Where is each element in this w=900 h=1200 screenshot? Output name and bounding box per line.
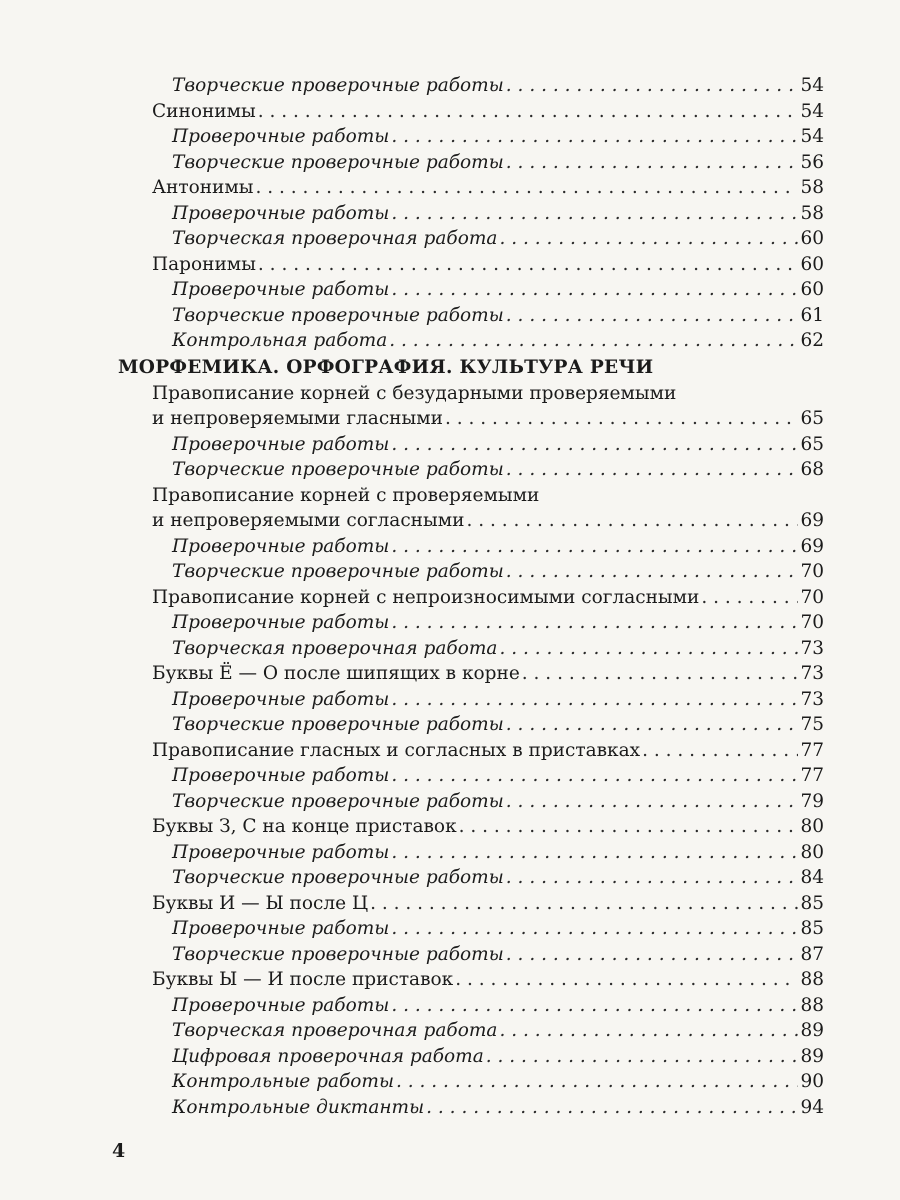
toc-subentry (0, 534, 900, 560)
toc-subentry (0, 124, 900, 150)
toc-subentry (0, 916, 900, 942)
toc-entry-title: Проверочные работы (172, 994, 390, 1016)
toc-subentry (0, 73, 900, 99)
toc-entry-title: Творческие проверочные работы (172, 459, 504, 480)
toc-entry-title: Буквы Ы — И после приставок (152, 969, 454, 990)
toc-page-number: 84 (800, 867, 824, 888)
dot-leader (466, 508, 798, 534)
toc-subentry (0, 763, 900, 789)
toc-page-number: 61 (800, 304, 824, 326)
dot-leader (396, 1069, 798, 1095)
toc-entry-title: и непроверяемыми согласными (152, 510, 465, 531)
toc-entry (0, 585, 900, 611)
toc-subentry (0, 942, 900, 968)
toc-subentry (0, 789, 900, 815)
dot-leader (499, 1018, 798, 1044)
toc-entry-title: Творческие проверочные работы (172, 790, 504, 812)
toc-page-number: 58 (800, 177, 824, 198)
section-heading: МОРФЕМИКА. ОРФОГРАФИЯ. КУЛЬТУРА РЕЧИ (118, 356, 654, 378)
dot-leader (258, 252, 799, 278)
toc-page-number: 60 (800, 279, 824, 300)
toc-subentry (0, 201, 900, 227)
toc-page-number: 70 (800, 612, 824, 633)
toc-subentry (0, 610, 900, 636)
dot-leader (391, 432, 798, 458)
toc-entry (0, 738, 900, 764)
toc-subentry (0, 226, 900, 252)
dot-leader (499, 226, 798, 252)
toc-entry-title: Проверочные работы (172, 126, 390, 147)
toc-page-number: 54 (800, 126, 824, 147)
toc-subentry (0, 1069, 900, 1095)
dot-leader (506, 559, 799, 585)
toc-subentry (0, 993, 900, 1019)
dot-leader (370, 891, 798, 917)
dot-leader (391, 687, 798, 713)
dot-leader (506, 942, 799, 968)
toc-page-number: 77 (800, 765, 824, 786)
dot-leader (391, 763, 798, 789)
toc-entry-title: Проверочные работы (172, 535, 390, 557)
toc-subentry (0, 303, 900, 329)
dot-leader (506, 73, 799, 99)
dot-leader (506, 457, 799, 483)
toc-page-number: 85 (800, 892, 824, 914)
toc-entry-title: Проверочные работы (172, 688, 390, 710)
toc-page-number: 58 (800, 202, 824, 224)
toc-page-number: 56 (800, 151, 824, 173)
dot-leader (522, 661, 799, 687)
toc-entry-title: Творческая проверочная работа (172, 228, 498, 249)
dot-leader (499, 636, 798, 662)
dot-leader (426, 1095, 798, 1121)
dot-leader (391, 534, 798, 560)
toc-entry-title: Творческие проверочные работы (172, 151, 504, 173)
toc-entry-title: Творческие проверочные работы (172, 75, 504, 96)
toc-entry (0, 483, 900, 509)
toc-entry-title: и непроверяемыми гласными (152, 408, 443, 429)
toc-page-number: 88 (800, 969, 824, 990)
toc-page-number: 79 (800, 790, 824, 812)
toc-entry-title: Проверочные работы (172, 202, 390, 224)
toc-entry-title: Антонимы (152, 177, 254, 198)
dot-leader (445, 406, 799, 432)
toc-page-number: 68 (800, 459, 824, 480)
toc-subentry (0, 328, 900, 354)
toc-page-number: 80 (800, 841, 824, 863)
dot-leader (391, 610, 798, 636)
toc-subentry (0, 636, 900, 662)
dot-leader (258, 99, 799, 125)
dot-leader (391, 201, 798, 227)
dot-leader (701, 585, 798, 611)
toc-entry-title: Буквы Ё — О после шипящих в корне (152, 663, 520, 684)
toc-entry-title: Творческие проверочные работы (172, 867, 504, 888)
dot-leader (506, 150, 799, 176)
toc-page-number: 60 (800, 228, 824, 249)
toc-subentry (0, 277, 900, 303)
toc-entry-title: Контрольные диктанты (172, 1096, 425, 1118)
toc-entry-title: Проверочные работы (172, 279, 390, 300)
toc-entry (0, 661, 900, 687)
dot-leader (506, 303, 799, 329)
toc-entry-title: Проверочные работы (172, 612, 390, 633)
toc-page-number: 65 (800, 408, 824, 429)
toc-entry-title: Правописание гласных и согласных в приставках (152, 739, 641, 761)
toc-entry-title: Творческая проверочная работа (172, 1020, 498, 1041)
toc-entry (0, 406, 900, 432)
toc-page-number: 69 (800, 535, 824, 557)
toc-entry-title: Контрольная работа (172, 330, 388, 351)
toc-page-number: 73 (800, 663, 824, 684)
toc-entry (0, 175, 900, 201)
toc-entry (0, 967, 900, 993)
dot-leader (256, 175, 799, 201)
toc-entry-title: Творческая проверочная работа (172, 637, 498, 659)
toc-subentry (0, 1018, 900, 1044)
toc-entry-title: Синонимы (152, 100, 256, 122)
toc-entry-title: Проверочные работы (172, 841, 390, 863)
dot-leader (391, 124, 798, 150)
dot-leader (391, 916, 798, 942)
toc-subentry (0, 687, 900, 713)
dot-leader (391, 277, 798, 303)
toc-subentry (0, 712, 900, 738)
toc-entry-title: Буквы З, С на конце приставок (152, 816, 457, 837)
toc-subentry (0, 1095, 900, 1121)
toc-entry (0, 381, 900, 407)
toc-entry-title: Творческие проверочные работы (172, 561, 504, 582)
toc-page-number: 80 (800, 816, 824, 837)
dot-leader (506, 712, 799, 738)
dot-leader (486, 1044, 799, 1070)
toc-page-number: 54 (800, 75, 824, 96)
toc-entry-title: Проверочные работы (172, 433, 390, 455)
toc-entry-title: Правописание корней с проверяемыми (152, 484, 540, 506)
toc-subentry (0, 150, 900, 176)
toc-subentry (0, 559, 900, 585)
toc-page-number: 60 (800, 253, 824, 275)
dot-leader (506, 789, 799, 815)
toc-page-number: 77 (800, 739, 824, 761)
toc-page-number: 70 (800, 561, 824, 582)
toc-subentry (0, 840, 900, 866)
toc-page-number: 89 (800, 1045, 824, 1067)
toc-page-number: 54 (800, 100, 824, 122)
dot-leader (391, 993, 798, 1019)
toc-page-number: 62 (800, 330, 824, 351)
dot-leader (459, 814, 799, 840)
toc-entry-title: Творческие проверочные работы (172, 943, 504, 965)
dot-leader (389, 328, 798, 354)
toc-entry-title: Проверочные работы (172, 765, 390, 786)
toc-subentry (0, 1044, 900, 1070)
toc-page-number: 65 (800, 433, 824, 455)
toc-entry-title: Паронимы (152, 253, 256, 275)
toc-page-number: 70 (800, 586, 824, 608)
dot-leader (506, 865, 799, 891)
toc-entry-title: Правописание корней с безударными проверяемыми (152, 382, 677, 404)
dot-leader (455, 967, 798, 993)
toc-entry (0, 99, 900, 125)
dot-leader (642, 738, 798, 764)
toc-entry-title: Проверочные работы (172, 918, 390, 939)
toc-entry-title: Контрольные работы (172, 1071, 395, 1092)
toc-entry (0, 891, 900, 917)
toc-page-number: 90 (800, 1071, 824, 1092)
table-of-contents (0, 73, 900, 1120)
toc-page-number: 87 (800, 943, 824, 965)
toc-subentry (0, 865, 900, 891)
toc-entry (0, 252, 900, 278)
dot-leader (391, 840, 798, 866)
toc-page-number: 73 (800, 688, 824, 710)
toc-subentry (0, 432, 900, 458)
toc-subentry (0, 457, 900, 483)
toc-entry-title: Творческие проверочные работы (172, 714, 504, 735)
toc-entry-title: Правописание корней с непроизносимыми согласными (152, 586, 700, 608)
toc-page-number: 73 (800, 637, 824, 659)
toc-entry-title: Буквы И — Ы после Ц (152, 892, 369, 914)
toc-entry (0, 814, 900, 840)
toc-page-number: 69 (800, 510, 824, 531)
page-number: 4 (112, 1140, 126, 1162)
toc-page-number: 89 (800, 1020, 824, 1041)
toc-entry (0, 508, 900, 534)
toc-page-number: 94 (800, 1096, 824, 1118)
toc-entry-title: Творческие проверочные работы (172, 304, 504, 326)
toc-page-number: 88 (800, 994, 824, 1016)
toc-page-number: 75 (800, 714, 824, 735)
toc-page-number: 85 (800, 918, 824, 939)
toc-entry-title: Цифровая проверочная работа (172, 1045, 484, 1067)
